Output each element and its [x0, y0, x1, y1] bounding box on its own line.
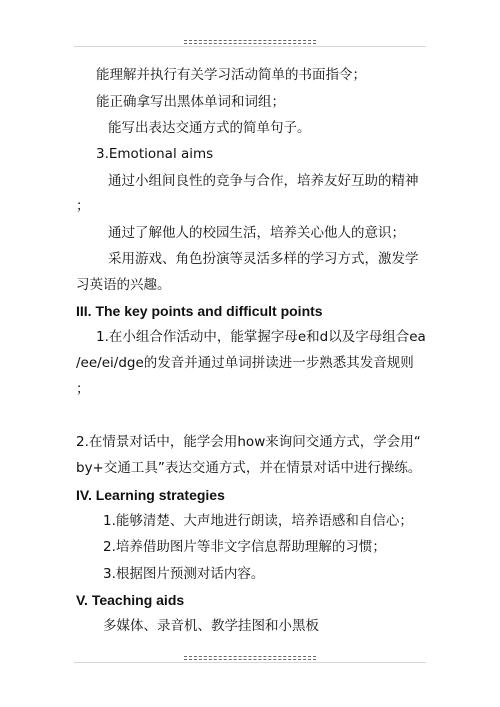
text-line: 通过了解他人的校园生活，培养关心他人的意识；: [108, 225, 405, 241]
text-line: ；: [76, 381, 90, 397]
text-line: 1.在小组合作活动中，能掌握字母e和d以及字母组合ea: [96, 329, 426, 345]
text-line: 能写出表达交通方式的简单句子。: [108, 120, 311, 136]
section-heading: V. Teaching aids: [76, 592, 185, 608]
text-line: 2.在情景对话中，能学会用how来询问交通方式，学会用“: [76, 434, 421, 450]
text-line: 通过小组间良性的竞争与合作，培养友好互助的精神: [108, 173, 419, 189]
header-dash-line: [184, 40, 316, 41]
text-line: 3.根据图片预测对话内容。: [103, 566, 265, 582]
text-line: ；: [76, 198, 90, 214]
footer-rule: [74, 662, 426, 663]
footer-dash-line: [184, 656, 316, 657]
text-line: /ee/ei/dge的发音并通过单词拼读进一步熟悉其发音规则: [76, 355, 414, 371]
text-line: 多媒体、录音机、教学挂图和小黑板: [103, 618, 319, 634]
header-rule: [74, 46, 426, 47]
text-line: by+交通工具”表达交通方式，并在情景对话中进行操练。: [76, 460, 422, 476]
text-line: 采用游戏、角色扮演等灵活多样的学习方式，激发学: [108, 251, 419, 267]
text-line: 1.能够清楚、大声地进行朗读，培养语感和自信心；: [103, 513, 413, 529]
footer-dash-line: [184, 659, 316, 660]
section-heading: III. The key points and difficult points: [76, 303, 323, 319]
text-line: 能正确拿写出黑体单词和词组；: [96, 94, 285, 110]
section-heading: IV. Learning strategies: [76, 487, 225, 503]
section-subheading: 3.Emotional aims: [96, 146, 214, 162]
text-line: 2.培养借助图片等非文字信息帮助理解的习惯；: [103, 539, 386, 555]
text-line: 习英语的兴趣。: [76, 277, 171, 293]
text-line: 能理解并执行有关学习活动简单的书面指令；: [96, 67, 366, 83]
header-dash-line: [184, 43, 316, 44]
